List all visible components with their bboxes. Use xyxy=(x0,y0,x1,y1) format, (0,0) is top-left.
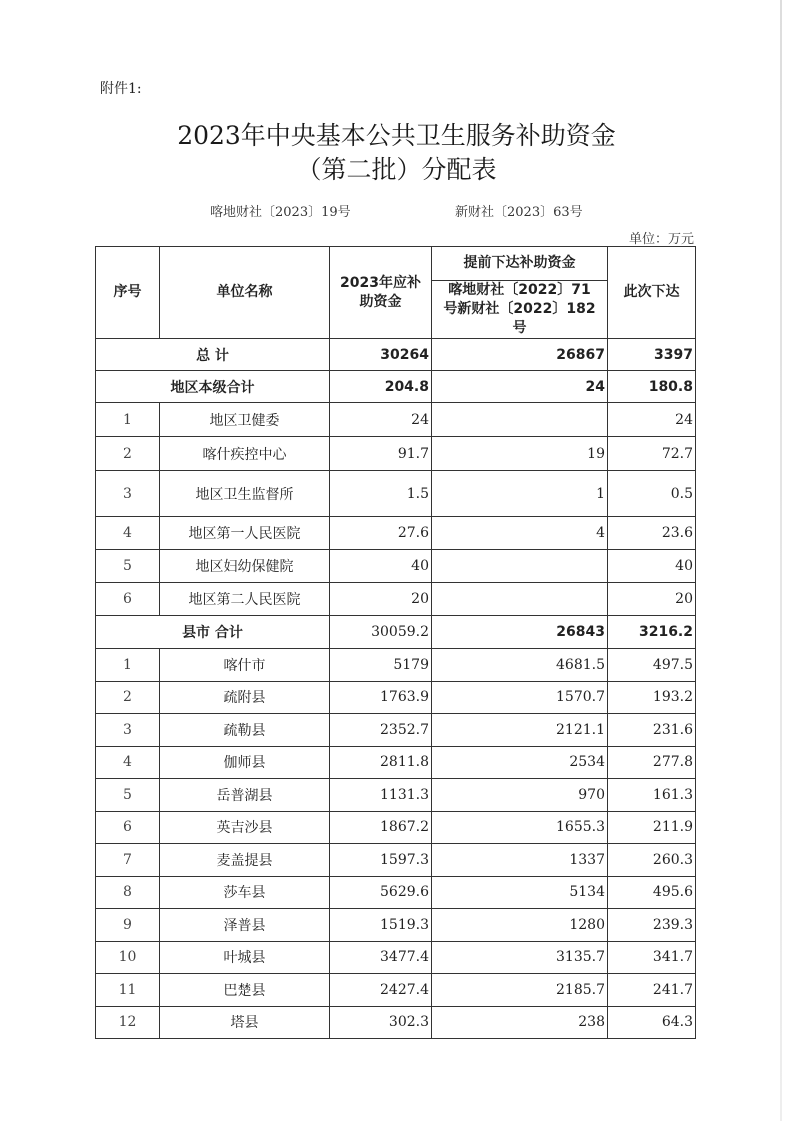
table-row xyxy=(96,437,696,471)
row-unit-name: 地区第一人民医院 xyxy=(160,517,330,550)
header-unit-name: 单位名称 xyxy=(160,247,330,339)
row-seq: 2 xyxy=(96,681,160,714)
header-due-amount: 2023年应补助资金 xyxy=(330,247,432,339)
row-due: 2352.7 xyxy=(330,714,432,747)
table-row xyxy=(96,681,696,714)
prefecture-subtotal-row xyxy=(96,371,696,403)
row-seq: 5 xyxy=(96,550,160,583)
row-advance: 2534 xyxy=(432,746,608,779)
document-title-line2: （第二批）分配表 xyxy=(296,155,497,184)
row-advance: 238 xyxy=(432,1006,608,1039)
row-due: 1519.3 xyxy=(330,909,432,942)
row-due: 40 xyxy=(330,550,432,583)
row-seq: 1 xyxy=(96,403,160,437)
row-due: 91.7 xyxy=(330,437,432,471)
prefecture-subtotal-row-due: 204.8 xyxy=(330,371,432,403)
row-due: 5179 xyxy=(330,649,432,682)
total-row-this-time: 3397 xyxy=(608,339,696,371)
table-row xyxy=(96,844,696,877)
row-seq: 4 xyxy=(96,746,160,779)
row-unit-name: 喀什市 xyxy=(160,649,330,682)
header-advance-reference: 喀地财社〔2022〕71号新财社〔2022〕182号 xyxy=(432,281,608,339)
total-row xyxy=(96,339,696,371)
row-unit-name: 岳普湖县 xyxy=(160,779,330,812)
prefecture-subtotal-row-advance: 24 xyxy=(432,371,608,403)
table-row xyxy=(96,941,696,974)
table-row xyxy=(96,1006,696,1039)
row-unit-name: 叶城县 xyxy=(160,941,330,974)
row-seq: 6 xyxy=(96,583,160,616)
county-subtotal-row-label: 县市 合计 xyxy=(96,616,330,649)
row-due: 27.6 xyxy=(330,517,432,550)
row-advance: 5134 xyxy=(432,876,608,909)
row-due: 5629.6 xyxy=(330,876,432,909)
header-advance-group: 提前下达补助资金 xyxy=(432,247,608,281)
table-row xyxy=(96,746,696,779)
row-unit-name: 巴楚县 xyxy=(160,974,330,1007)
row-seq: 3 xyxy=(96,471,160,517)
county-subtotal-row-advance: 26843 xyxy=(432,616,608,649)
table-row xyxy=(96,714,696,747)
row-this-time: 64.3 xyxy=(608,1006,696,1039)
row-seq: 2 xyxy=(96,437,160,471)
row-due: 3477.4 xyxy=(330,941,432,974)
prefecture-subtotal-row-label: 地区本级合计 xyxy=(96,371,330,403)
row-this-time: 24 xyxy=(608,403,696,437)
row-this-time: 20 xyxy=(608,583,696,616)
row-advance: 3135.7 xyxy=(432,941,608,974)
table-row xyxy=(96,779,696,812)
row-seq: 4 xyxy=(96,517,160,550)
row-this-time: 40 xyxy=(608,550,696,583)
table-row xyxy=(96,471,696,517)
county-subtotal-row-this-time: 3216.2 xyxy=(608,616,696,649)
unit-label: 单位：万元 xyxy=(628,232,694,247)
row-seq: 7 xyxy=(96,844,160,877)
row-advance: 19 xyxy=(432,437,608,471)
attachment-label: 附件1: xyxy=(100,81,142,97)
row-advance: 1655.3 xyxy=(432,811,608,844)
row-this-time: 239.3 xyxy=(608,909,696,942)
row-advance xyxy=(432,550,608,583)
table-row xyxy=(96,876,696,909)
row-advance: 1570.7 xyxy=(432,681,608,714)
document-title-line1: 2023年中央基本公共卫生服务补助资金 xyxy=(177,121,616,150)
row-advance: 2185.7 xyxy=(432,974,608,1007)
document-reference-1: 喀地财社〔2023〕19号 xyxy=(210,205,351,220)
row-unit-name: 地区卫健委 xyxy=(160,403,330,437)
table-row xyxy=(96,909,696,942)
row-advance: 4681.5 xyxy=(432,649,608,682)
table-row xyxy=(96,583,696,616)
row-due: 1597.3 xyxy=(330,844,432,877)
row-advance xyxy=(432,583,608,616)
row-seq: 1 xyxy=(96,649,160,682)
row-seq: 9 xyxy=(96,909,160,942)
county-subtotal-row-due: 30059.2 xyxy=(330,616,432,649)
row-this-time: 72.7 xyxy=(608,437,696,471)
row-due: 1.5 xyxy=(330,471,432,517)
prefecture-subtotal-row-this-time: 180.8 xyxy=(608,371,696,403)
row-this-time: 0.5 xyxy=(608,471,696,517)
row-advance: 970 xyxy=(432,779,608,812)
row-this-time: 277.8 xyxy=(608,746,696,779)
row-this-time: 193.2 xyxy=(608,681,696,714)
row-this-time: 231.6 xyxy=(608,714,696,747)
table-row xyxy=(96,517,696,550)
row-seq: 3 xyxy=(96,714,160,747)
row-unit-name: 地区第二人民医院 xyxy=(160,583,330,616)
row-due: 302.3 xyxy=(330,1006,432,1039)
row-seq: 12 xyxy=(96,1006,160,1039)
row-unit-name: 英吉沙县 xyxy=(160,811,330,844)
row-due: 24 xyxy=(330,403,432,437)
total-row-advance: 26867 xyxy=(432,339,608,371)
row-advance: 1337 xyxy=(432,844,608,877)
row-this-time: 341.7 xyxy=(608,941,696,974)
row-seq: 10 xyxy=(96,941,160,974)
total-row-due: 30264 xyxy=(330,339,432,371)
row-seq: 6 xyxy=(96,811,160,844)
row-unit-name: 伽师县 xyxy=(160,746,330,779)
row-unit-name: 喀什疾控中心 xyxy=(160,437,330,471)
row-advance: 4 xyxy=(432,517,608,550)
row-due: 20 xyxy=(330,583,432,616)
table-row xyxy=(96,974,696,1007)
row-seq: 5 xyxy=(96,779,160,812)
table-row xyxy=(96,649,696,682)
row-this-time: 497.5 xyxy=(608,649,696,682)
county-subtotal-row xyxy=(96,616,696,649)
row-due: 1131.3 xyxy=(330,779,432,812)
row-due: 1763.9 xyxy=(330,681,432,714)
row-due: 1867.2 xyxy=(330,811,432,844)
row-unit-name: 泽普县 xyxy=(160,909,330,942)
row-advance: 1 xyxy=(432,471,608,517)
table-row xyxy=(96,550,696,583)
row-advance xyxy=(432,403,608,437)
table-row xyxy=(96,403,696,437)
row-this-time: 260.3 xyxy=(608,844,696,877)
row-this-time: 211.9 xyxy=(608,811,696,844)
row-advance: 1280 xyxy=(432,909,608,942)
row-this-time: 23.6 xyxy=(608,517,696,550)
row-this-time: 161.3 xyxy=(608,779,696,812)
row-unit-name: 麦盖提县 xyxy=(160,844,330,877)
header-seq: 序号 xyxy=(96,247,160,339)
row-unit-name: 塔县 xyxy=(160,1006,330,1039)
row-due: 2427.4 xyxy=(330,974,432,1007)
row-seq: 8 xyxy=(96,876,160,909)
row-advance: 2121.1 xyxy=(432,714,608,747)
allocation-table xyxy=(95,246,696,1039)
total-row-label: 总 计 xyxy=(96,339,330,371)
row-unit-name: 地区卫生监督所 xyxy=(160,471,330,517)
row-seq: 11 xyxy=(96,974,160,1007)
row-unit-name: 莎车县 xyxy=(160,876,330,909)
table-row xyxy=(96,811,696,844)
row-unit-name: 疏勒县 xyxy=(160,714,330,747)
row-unit-name: 地区妇幼保健院 xyxy=(160,550,330,583)
page-edge xyxy=(780,0,782,1121)
row-this-time: 495.6 xyxy=(608,876,696,909)
row-due: 2811.8 xyxy=(330,746,432,779)
header-this-time: 此次下达 xyxy=(608,247,696,339)
row-unit-name: 疏附县 xyxy=(160,681,330,714)
row-this-time: 241.7 xyxy=(608,974,696,1007)
document-reference-2: 新财社〔2023〕63号 xyxy=(455,205,583,220)
